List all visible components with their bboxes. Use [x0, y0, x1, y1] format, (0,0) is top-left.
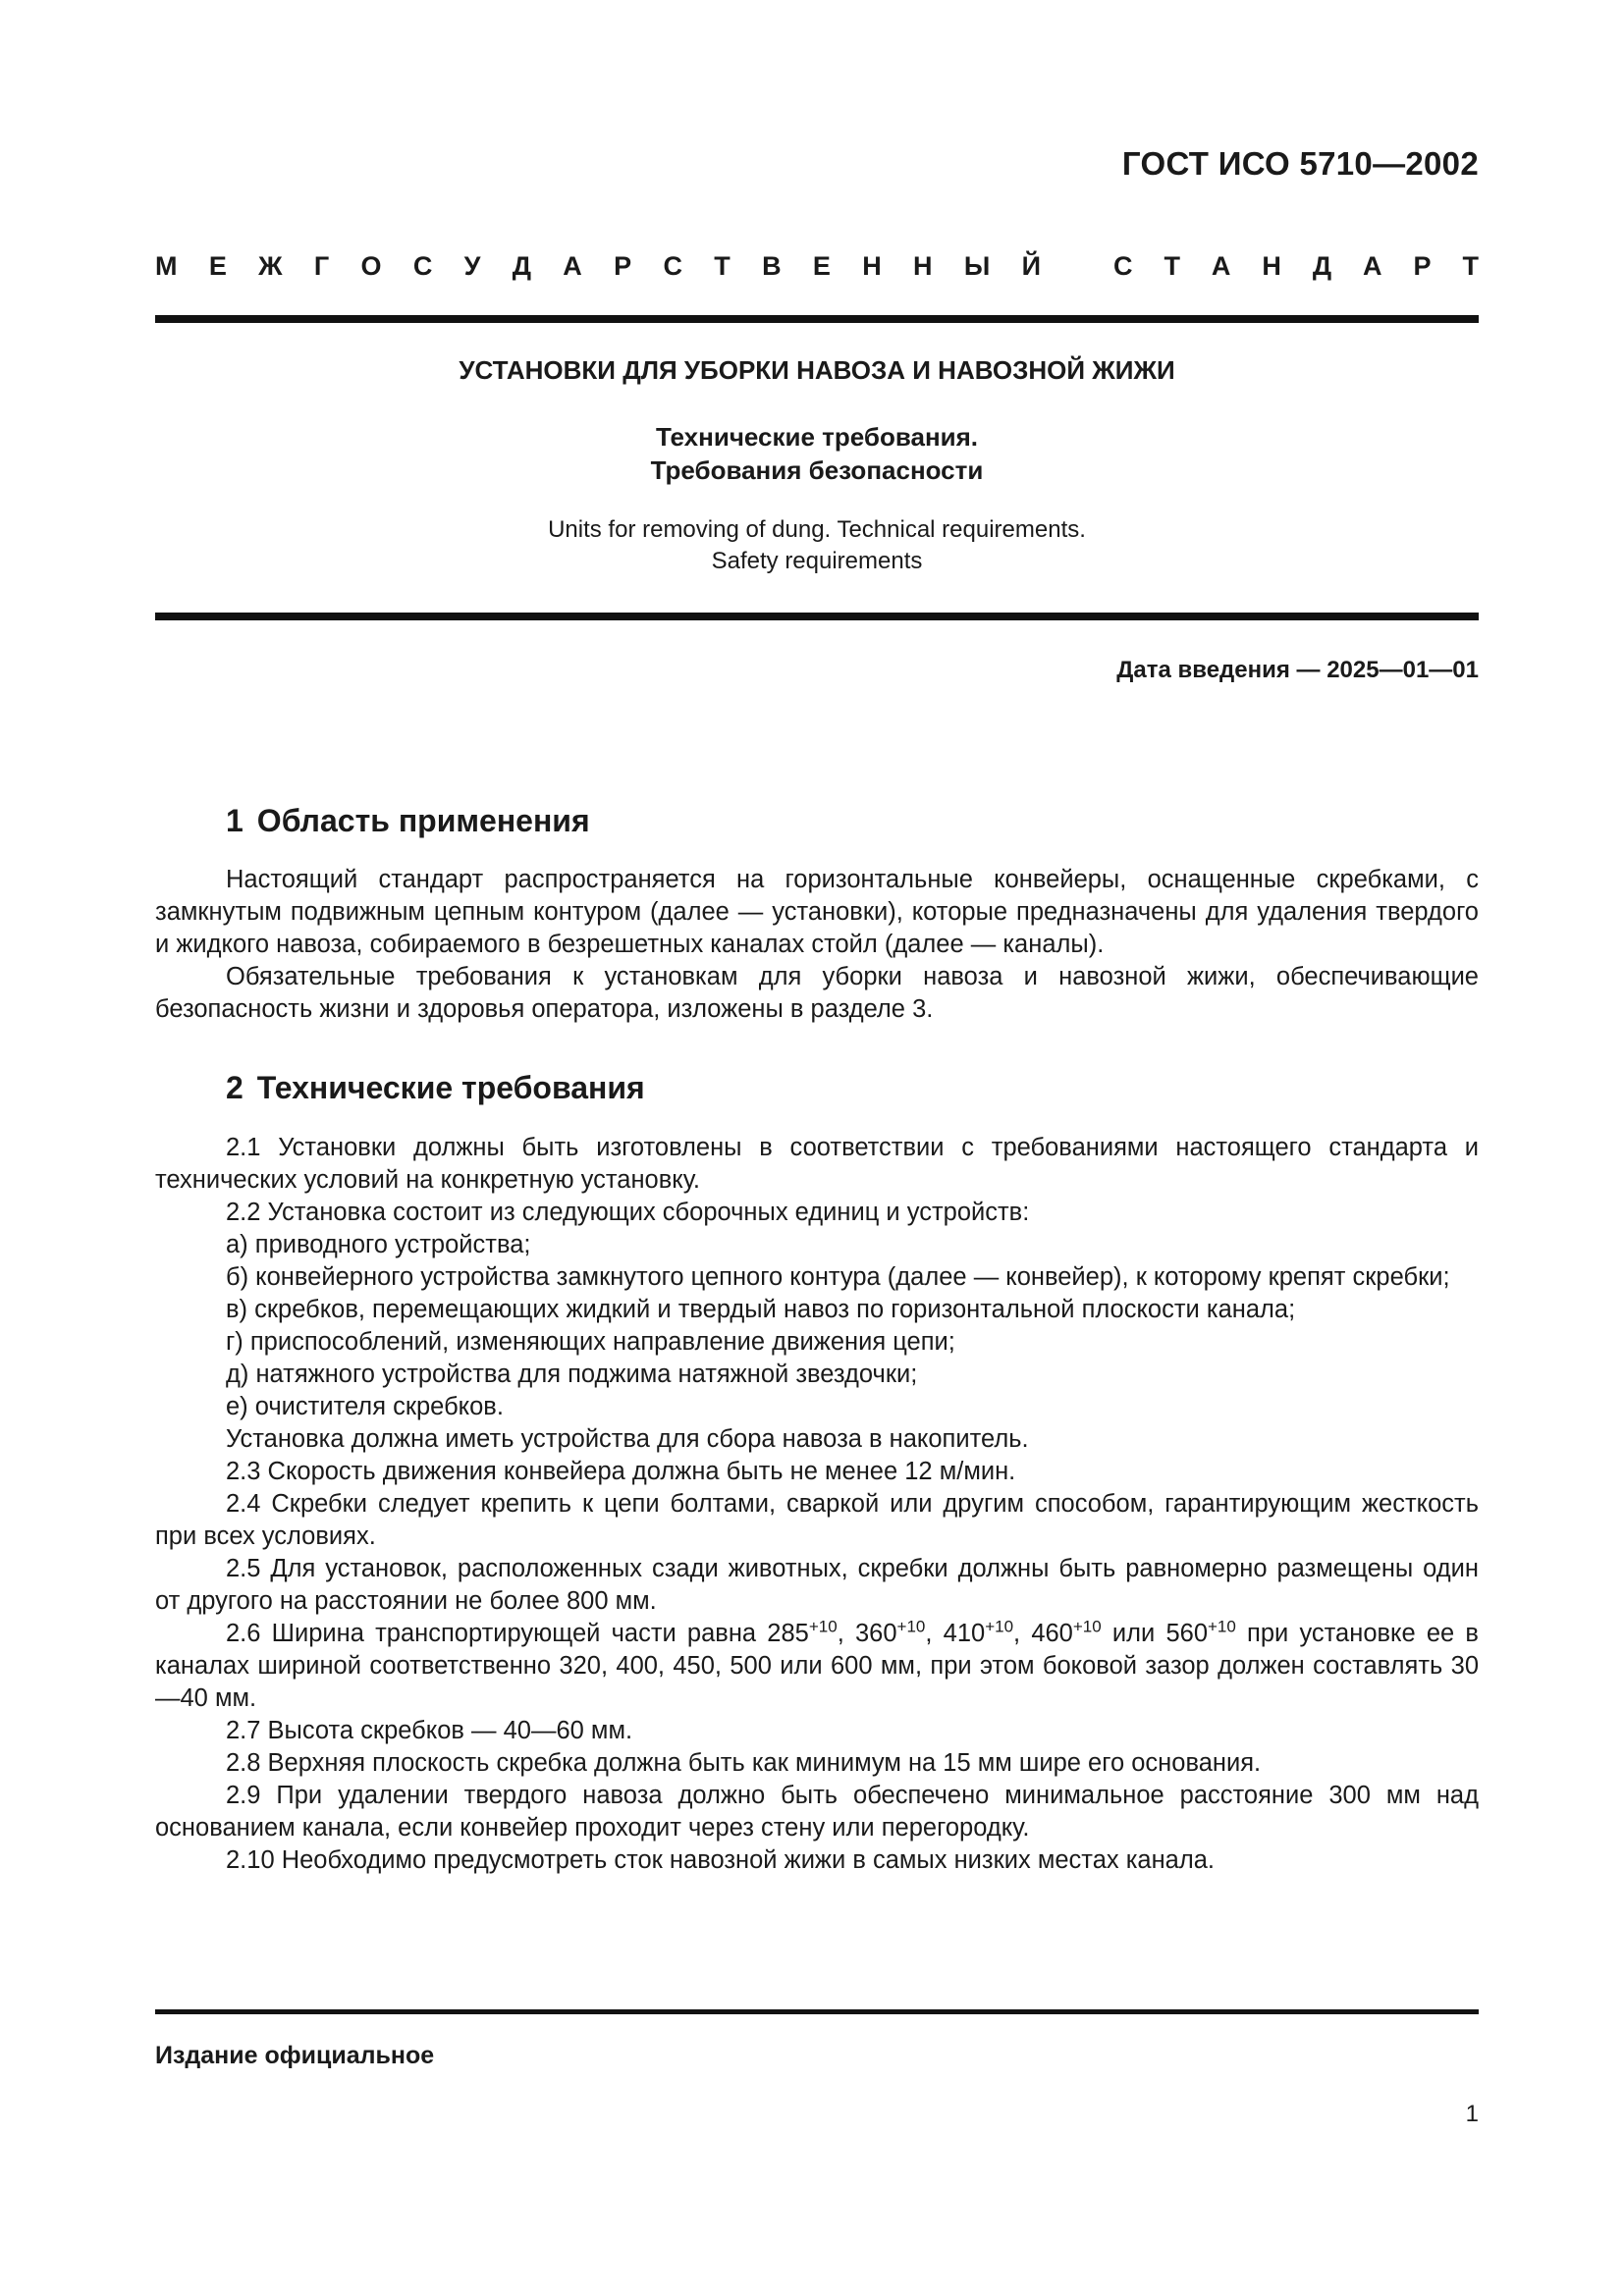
paragraph: Установка должна иметь устройства для сбора навоза в накопитель. [226, 1425, 1029, 1453]
paragraph: 2.2 Установка состоит из следующих сборочных единиц и устройств: [226, 1199, 1030, 1226]
paragraph: 2.10 Необходимо предусмотреть сток навозной жижи в самых низких местах канала. [226, 1846, 1216, 1874]
tolerance: +10 [1208, 1617, 1236, 1636]
introduction-date: Дата введения — 2025—01—01 [1116, 657, 1479, 683]
document-title: УСТАНОВКИ ДЛЯ УБОРКИ НАВОЗА И НАВОЗНОЙ ЖИЖИ [459, 355, 1175, 385]
banner-word-standard [1113, 251, 1479, 282]
list-item: б) конвейерного устройства замкнутого цепного контура (далее — конвейер), к которому крепят скребки; [226, 1263, 1450, 1291]
interstate-standard-banner [155, 251, 1479, 282]
paragraph-width-tolerances [155, 1618, 1479, 1715]
banner-letter: С [412, 251, 433, 281]
conjunction: или [1111, 1620, 1156, 1647]
banner-letter: Т [1462, 251, 1479, 281]
section-title: Технические требования [256, 1070, 645, 1105]
section-body-technical-requirements [155, 1132, 1479, 1877]
section-body-scope [155, 864, 1479, 1026]
paragraph: 2.7 Высота скребков — 40—60 мм. [226, 1717, 633, 1744]
p26-lead: 2.6 Ширина транспортирующей части равна [226, 1620, 757, 1647]
document-subtitle [155, 420, 1479, 487]
tolerance: +10 [1072, 1617, 1102, 1636]
list-item: д) натяжного устройства для поджима натяжной звездочки; [226, 1361, 918, 1388]
paragraph: 2.3 Скорость движения конвейера должна быть не менее 12 м/мин. [226, 1458, 1016, 1485]
tolerance: +10 [985, 1617, 1014, 1636]
english-title [155, 514, 1479, 577]
page-number: 1 [1465, 2101, 1479, 2127]
banner-letter: Е [812, 251, 831, 281]
title-divider [155, 613, 1479, 620]
separator: , [1013, 1620, 1021, 1647]
width-value: 360 [854, 1620, 897, 1647]
tolerance: +10 [808, 1617, 838, 1636]
section-heading-scope [226, 803, 590, 839]
banner-letter: Н [1262, 251, 1281, 281]
banner-letter: Р [614, 251, 632, 281]
banner-letter: У [463, 251, 481, 281]
banner-letter: С [1113, 251, 1133, 281]
paragraph: 2.9 При удалении твердого навоза должно быть обеспечено минимальное расстояние 300 мм над основанием канала, если конвейер проходит через стену или перегородку. [155, 1782, 1479, 1842]
width-value: 460 [1031, 1620, 1073, 1647]
footer-divider [155, 2009, 1479, 2014]
english-title-line: Safety requirements [711, 548, 923, 574]
banner-letter: А [563, 251, 582, 281]
subtitle-line: Требования безопасности [650, 455, 984, 485]
list-item: г) приспособлений, изменяющих направление движения цепи; [226, 1328, 955, 1356]
banner-letter: Н [913, 251, 933, 281]
document-code: ГОСТ ИСО 5710—2002 [1121, 145, 1479, 182]
document-page [155, 0, 1479, 2296]
paragraph: Обязательные требования к установкам для уборки навоза и навозной жижи, обеспечивающие безопасность жизни и здоровья оператора, изложены в разделе 3. [155, 963, 1479, 1023]
banner-letter: Г [313, 251, 330, 281]
official-edition-label: Издание официальное [155, 2042, 435, 2069]
width-value: 285 [767, 1620, 809, 1647]
banner-letter: Т [1164, 251, 1180, 281]
section-heading-technical-requirements [226, 1070, 645, 1106]
banner-letter: А [1211, 251, 1231, 281]
banner-letter: Е [208, 251, 227, 281]
english-title-line: Units for removing of dung. Technical requirements. [548, 516, 1086, 543]
section-title: Область применения [256, 803, 590, 838]
paragraph: 2.4 Скребки следует крепить к цепи болтами, сваркой или другим способом, гарантирующим жесткость при всех условиях. [155, 1490, 1479, 1550]
banner-letter: Р [1413, 251, 1432, 281]
paragraph: 2.1 Установки должны быть изготовлены в соответствии с требованиями настоящего стандарта и технических условий на конкретную установку. [155, 1134, 1479, 1194]
banner-letter: Н [862, 251, 882, 281]
banner-letter: С [663, 251, 682, 281]
banner-letter: Д [1312, 251, 1332, 281]
banner-letter: Й [1021, 251, 1041, 281]
subtitle-line: Технические требования. [655, 422, 979, 452]
paragraph: 2.5 Для установок, расположенных сзади животных, скребки должны быть равномерно размещены один от другого на расстоянии не более 800 мм. [155, 1555, 1479, 1615]
list-item: в) скребков, перемещающих жидкий и твердый навоз по горизонтальной плоскости канала; [226, 1296, 1296, 1323]
banner-letter: А [1363, 251, 1382, 281]
banner-letter: О [360, 251, 382, 281]
banner-letter: В [762, 251, 782, 281]
section-number: 2 [226, 1070, 244, 1105]
list-item: а) приводного устройства; [226, 1231, 531, 1258]
banner-letter: Ы [963, 251, 991, 281]
section-number: 1 [226, 803, 244, 838]
width-value: 410 [943, 1620, 986, 1647]
banner-letter: М [155, 251, 178, 281]
separator: , [925, 1620, 933, 1647]
banner-letter: Д [512, 251, 531, 281]
paragraph: Настоящий стандарт распространяется на горизонтальные конвейеры, оснащенные скребками, с замкнутым подвижным цепным контуром (далее — установки), которые предназначены для удаления твердого и жидкого навоза, собираемого в безрешетных каналах стойл (далее — каналы). [155, 866, 1479, 958]
header-divider [155, 315, 1479, 323]
banner-letter: Т [714, 251, 731, 281]
tolerance: +10 [896, 1617, 926, 1636]
separator: , [837, 1620, 844, 1647]
banner-letter: Ж [258, 251, 283, 281]
width-value: 560 [1165, 1620, 1208, 1647]
paragraph: 2.8 Верхняя плоскость скребка должна быть как минимум на 15 мм шире его основания. [226, 1749, 1262, 1777]
p26-tail: при установке ее в каналах шириной соответственно 320, 400, 450, 500 или 600 мм, при этом боковой зазор должен составлять 30—40 мм. [155, 1620, 1479, 1712]
banner-word-interstate [155, 251, 1041, 282]
list-item: е) очистителя скребков. [226, 1393, 504, 1420]
